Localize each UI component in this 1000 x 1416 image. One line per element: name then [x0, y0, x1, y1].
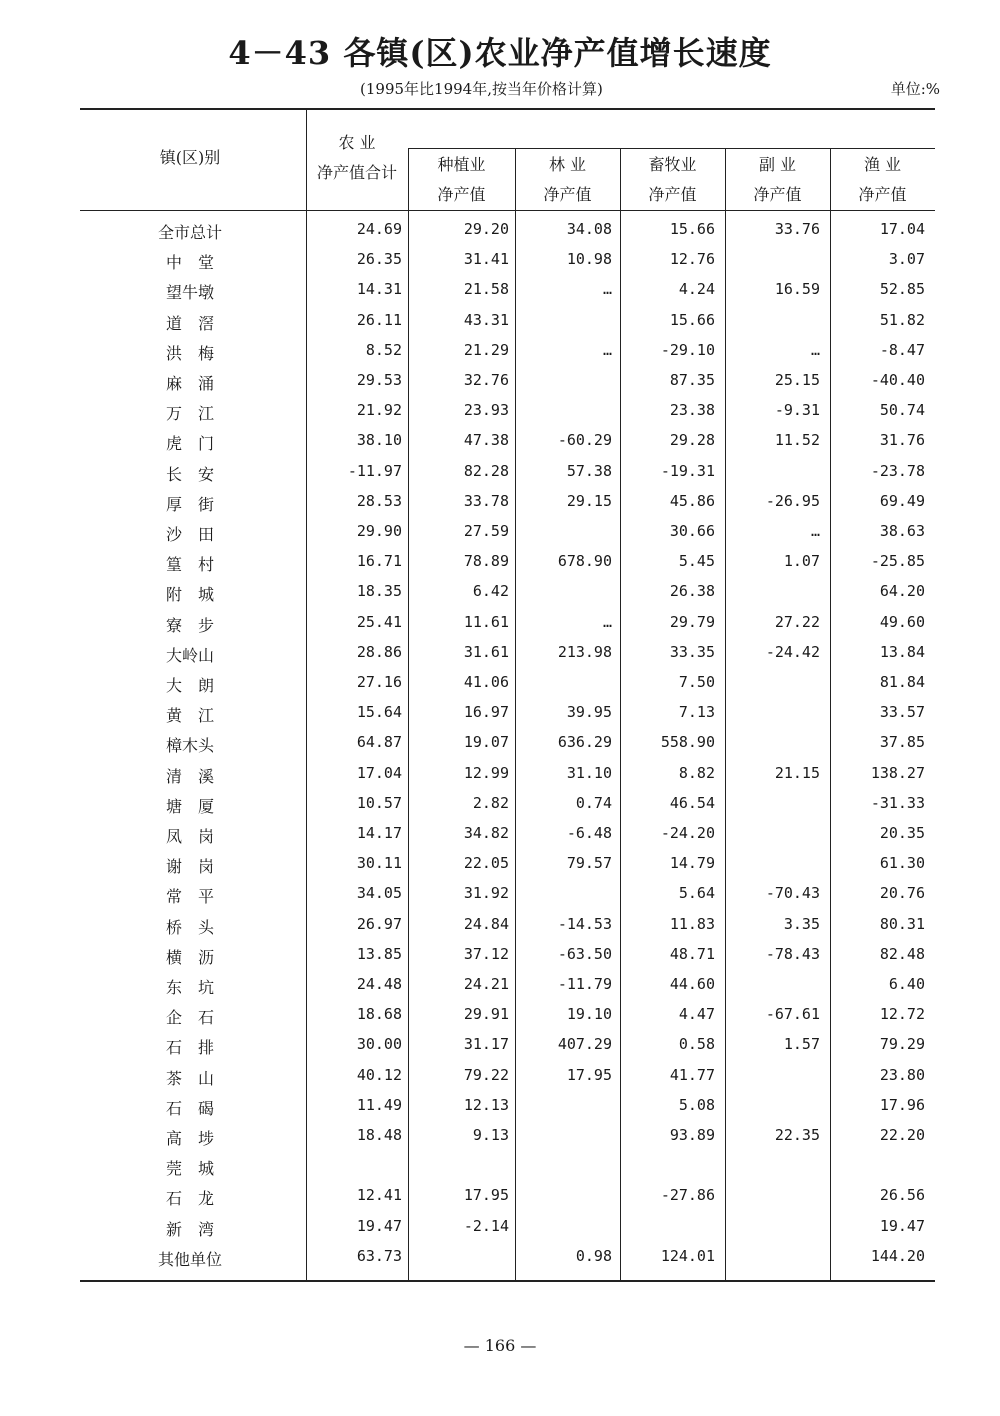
cell-fishery: -31.33: [870, 793, 925, 812]
cell-total: 14.17: [356, 824, 402, 842]
cell-livestock: 0.58: [678, 1035, 715, 1054]
cell-total: 38.10: [356, 431, 402, 450]
cell-fishery: 22.20: [879, 1126, 925, 1144]
row-town-name: 万 江: [165, 404, 214, 424]
col-rule-5: [725, 148, 726, 1281]
cell-total: 26.97: [356, 914, 402, 933]
cell-crop: 37.12: [463, 944, 509, 963]
cell-fishery: 80.31: [879, 914, 925, 933]
cell-total: 29.53: [356, 371, 402, 389]
cell-forestry: …: [602, 340, 612, 359]
cell-fishery: 26.56: [879, 1186, 925, 1205]
cell-livestock: 5.45: [678, 552, 715, 571]
cell-crop: 47.38: [463, 431, 509, 450]
cell-crop: 21.29: [463, 340, 509, 359]
row-town-name: 凤 岗: [165, 827, 214, 846]
header-crop-line1: 种植业: [437, 155, 486, 174]
cell-livestock: 15.66: [669, 220, 715, 238]
cell-forestry: 0.98: [575, 1246, 612, 1265]
col-rule-2: [408, 148, 409, 1281]
cell-fishery: 69.49: [879, 491, 925, 510]
cell-crop: 78.89: [463, 552, 509, 571]
cell-fishery: -25.85: [870, 552, 925, 571]
cell-livestock: 7.50: [678, 673, 715, 691]
cell-total: 30.11: [356, 854, 402, 873]
cell-livestock: 558.90: [660, 733, 715, 752]
cell-fishery: 81.84: [879, 673, 925, 691]
cell-fishery: 3.07: [888, 250, 925, 269]
cell-total: 11.49: [356, 1095, 402, 1114]
cell-fishery: 20.35: [879, 824, 925, 842]
row-town-name: 厚 街: [165, 494, 214, 514]
header-fishery-line2: 净产值: [858, 185, 907, 204]
row-town-name: 黄 江: [165, 706, 214, 726]
cell-fishery: 33.57: [879, 703, 925, 722]
row-town-name: 新 湾: [165, 1219, 214, 1239]
header-livestock-line1: 畜牧业: [648, 155, 697, 174]
row-town-name: 篁 村: [165, 555, 214, 575]
cell-crop: 82.28: [463, 461, 509, 480]
cell-total: 15.64: [356, 703, 402, 722]
cell-total: 10.57: [356, 793, 402, 812]
row-town-name: 附 城: [165, 585, 214, 605]
header-sideline-line2: 净产值: [753, 185, 802, 204]
cell-crop: -2.14: [463, 1216, 509, 1235]
cell-forestry: …: [602, 612, 612, 631]
cell-crop: 11.61: [463, 612, 509, 631]
row-town-name: 东 坑: [165, 978, 214, 997]
header-town: 镇(区)别: [159, 148, 221, 167]
cell-fishery: 144.20: [870, 1246, 925, 1265]
cell-livestock: 4.47: [678, 1005, 715, 1024]
cell-crop: 21.58: [463, 280, 509, 299]
cell-fishery: 51.82: [879, 310, 925, 329]
cell-fishery: 23.80: [879, 1065, 925, 1084]
cell-crop: 31.61: [463, 642, 509, 661]
cell-crop: 34.82: [463, 824, 509, 842]
cell-sideline: -9.31: [774, 401, 820, 420]
cell-sideline: 27.22: [774, 612, 820, 631]
cell-livestock: 124.01: [660, 1246, 715, 1265]
subtitle: (1995年比1994年,按当年价格计算): [360, 80, 603, 98]
cell-livestock: 14.79: [669, 854, 715, 873]
cell-fishery: 6.40: [888, 975, 925, 993]
row-town-name: 寮 步: [165, 615, 214, 635]
cell-livestock: 7.13: [678, 703, 715, 722]
cell-forestry: 57.38: [566, 461, 612, 480]
page-number: — 166 —: [463, 1336, 537, 1355]
row-town-name: 石 龙: [165, 1189, 214, 1209]
cell-sideline: 21.15: [774, 763, 820, 782]
cell-sideline: -70.43: [765, 884, 820, 903]
cell-sideline: 25.15: [774, 371, 820, 389]
row-town-name: 麻 涌: [165, 374, 214, 393]
cell-crop: 27.59: [463, 522, 509, 540]
cell-crop: 24.84: [463, 914, 509, 933]
cell-fishery: 17.96: [879, 1095, 925, 1114]
row-town-name: 谢 岗: [165, 857, 214, 877]
cell-livestock: -24.20: [660, 824, 715, 842]
cell-forestry: 407.29: [557, 1035, 612, 1054]
cell-fishery: 31.76: [879, 431, 925, 450]
cell-crop: 23.93: [463, 401, 509, 420]
cell-sideline: …: [810, 522, 820, 540]
cell-forestry: -60.29: [557, 431, 612, 450]
cell-crop: 6.42: [472, 582, 509, 601]
cell-forestry: 34.08: [566, 220, 612, 238]
col-rule-3: [515, 148, 516, 1281]
cell-crop: 31.92: [463, 884, 509, 903]
cell-crop: 9.13: [472, 1126, 509, 1144]
cell-fishery: -40.40: [870, 371, 925, 389]
cell-fishery: 49.60: [879, 612, 925, 631]
cell-forestry: 31.10: [566, 763, 612, 782]
cell-total: 13.85: [356, 944, 402, 963]
cell-fishery: 19.47: [879, 1216, 925, 1235]
cell-sideline: -26.95: [765, 491, 820, 510]
cell-sideline: 1.07: [783, 552, 820, 571]
cell-fishery: 12.72: [879, 1005, 925, 1024]
row-town-name: 石 排: [165, 1038, 214, 1058]
cell-crop: 12.99: [463, 763, 509, 782]
cell-sideline: 3.35: [783, 914, 820, 933]
cell-forestry: 17.95: [566, 1065, 612, 1084]
cell-total: 27.16: [356, 673, 402, 691]
header-subgroup-rule: [408, 148, 935, 149]
cell-forestry: 39.95: [566, 703, 612, 722]
row-town-name: 桥 头: [165, 917, 214, 937]
header-fishery-line1: 渔 业: [863, 155, 902, 174]
cell-livestock: 5.64: [678, 884, 715, 903]
cell-livestock: 8.82: [678, 763, 715, 782]
cell-forestry: -11.79: [557, 975, 612, 993]
cell-crop: 22.05: [463, 854, 509, 873]
cell-livestock: 93.89: [669, 1126, 715, 1144]
cell-total: 28.53: [356, 491, 402, 510]
cell-crop: 79.22: [463, 1065, 509, 1084]
header-total-line1: 农 业: [338, 133, 376, 152]
cell-livestock: 30.66: [669, 522, 715, 540]
cell-livestock: -29.10: [660, 340, 715, 359]
cell-livestock: 12.76: [669, 250, 715, 269]
cell-total: -11.97: [347, 461, 402, 480]
row-town-name: 沙 田: [165, 525, 214, 544]
cell-forestry: …: [602, 280, 612, 299]
unit-label: 单位:%: [890, 80, 940, 98]
header-livestock-line2: 净产值: [648, 185, 697, 204]
cell-forestry: 19.10: [566, 1005, 612, 1024]
row-town-name: 洪 梅: [165, 343, 214, 363]
cell-livestock: 4.24: [678, 280, 715, 299]
cell-crop: 17.95: [463, 1186, 509, 1205]
table-top-rule: [80, 108, 935, 110]
row-town-name: 中 堂: [165, 253, 214, 273]
cell-total: 16.71: [356, 552, 402, 571]
cell-total: 12.41: [356, 1186, 402, 1205]
cell-livestock: 26.38: [669, 582, 715, 601]
cell-total: 40.12: [356, 1065, 402, 1084]
cell-total: 18.68: [356, 1005, 402, 1024]
col-rule-6: [830, 148, 831, 1281]
row-town-name: 长 安: [165, 464, 214, 484]
cell-livestock: 33.35: [669, 642, 715, 661]
cell-total: 17.04: [356, 763, 402, 782]
cell-fishery: 52.85: [879, 280, 925, 299]
cell-forestry: 79.57: [566, 854, 612, 873]
cell-fishery: 79.29: [879, 1035, 925, 1054]
cell-crop: 31.41: [463, 250, 509, 269]
cell-fishery: 17.04: [879, 220, 925, 238]
cell-total: 34.05: [356, 884, 402, 903]
col-rule-4: [620, 148, 621, 1281]
cell-total: 28.86: [356, 642, 402, 661]
cell-total: 14.31: [356, 280, 402, 299]
table-bottom-rule: [80, 1280, 935, 1282]
row-town-name: 清 溪: [165, 766, 214, 786]
cell-fishery: 20.76: [879, 884, 925, 903]
cell-fishery: -8.47: [879, 340, 925, 359]
cell-fishery: 82.48: [879, 944, 925, 963]
col-rule-1: [306, 108, 307, 1281]
cell-total: 18.48: [356, 1126, 402, 1144]
cell-crop: 19.07: [463, 733, 509, 752]
cell-total: 64.87: [356, 733, 402, 752]
cell-forestry: 213.98: [557, 642, 612, 661]
cell-crop: 41.06: [463, 673, 509, 691]
row-town-name: 大岭山: [165, 645, 214, 665]
cell-crop: 31.17: [463, 1035, 509, 1054]
cell-forestry: -6.48: [566, 824, 612, 842]
row-town-name: 横 沥: [165, 947, 214, 967]
cell-crop: 16.97: [463, 703, 509, 722]
header-bottom-rule: [80, 210, 935, 211]
cell-forestry: 10.98: [566, 250, 612, 269]
row-town-name: 望牛墩: [165, 283, 214, 303]
cell-crop: 29.91: [463, 1005, 509, 1024]
cell-livestock: 46.54: [669, 793, 715, 812]
row-town-name: 道 滘: [165, 313, 214, 333]
cell-total: 26.11: [356, 310, 402, 329]
header-crop-line2: 净产值: [437, 185, 486, 204]
cell-total: 63.73: [356, 1246, 402, 1265]
row-town-name: 大 朗: [165, 676, 214, 695]
header-forestry-line2: 净产值: [543, 185, 592, 204]
cell-fishery: -23.78: [870, 461, 925, 480]
cell-total: 18.35: [356, 582, 402, 601]
cell-crop: 2.82: [472, 793, 509, 812]
cell-sideline: -78.43: [765, 944, 820, 963]
cell-forestry: -14.53: [557, 914, 612, 933]
cell-total: 30.00: [356, 1035, 402, 1054]
cell-crop: 43.31: [463, 310, 509, 329]
cell-total: 8.52: [365, 340, 402, 359]
cell-livestock: 23.38: [669, 401, 715, 420]
cell-crop: 32.76: [463, 371, 509, 389]
cell-sideline: 1.57: [783, 1035, 820, 1054]
cell-crop: 29.20: [463, 220, 509, 238]
cell-fishery: 50.74: [879, 401, 925, 420]
cell-livestock: -19.31: [660, 461, 715, 480]
header-forestry-line1: 林 业: [548, 155, 587, 174]
page-title: 4－43 各镇(区)农业净产值增长速度: [228, 34, 772, 72]
row-town-name: 茶 山: [165, 1068, 214, 1088]
cell-sideline: 22.35: [774, 1126, 820, 1144]
cell-sideline: 33.76: [774, 220, 820, 238]
cell-livestock: 87.35: [669, 371, 715, 389]
cell-forestry: -63.50: [557, 944, 612, 963]
cell-total: 19.47: [356, 1216, 402, 1235]
cell-forestry: 636.29: [557, 733, 612, 752]
cell-total: 29.90: [356, 522, 402, 540]
cell-livestock: 11.83: [669, 914, 715, 933]
row-town-name: 全市总计: [157, 223, 222, 242]
cell-crop: 33.78: [463, 491, 509, 510]
cell-fishery: 138.27: [870, 763, 925, 782]
cell-total: 24.69: [356, 220, 402, 238]
cell-total: 26.35: [356, 250, 402, 269]
cell-livestock: 44.60: [669, 975, 715, 993]
cell-livestock: 48.71: [669, 944, 715, 963]
cell-total: 24.48: [356, 975, 402, 993]
cell-crop: 12.13: [463, 1095, 509, 1114]
cell-livestock: -27.86: [660, 1186, 715, 1205]
row-town-name: 莞 城: [165, 1159, 214, 1179]
cell-livestock: 45.86: [669, 491, 715, 510]
row-town-name: 虎 门: [165, 434, 214, 454]
row-town-name: 常 平: [165, 887, 214, 907]
row-town-name: 樟木头: [165, 736, 214, 756]
cell-livestock: 41.77: [669, 1065, 715, 1084]
cell-livestock: 29.28: [669, 431, 715, 450]
cell-fishery: 38.63: [879, 522, 925, 540]
row-town-name: 高 埗: [165, 1129, 214, 1148]
row-town-name: 企 石: [165, 1008, 214, 1028]
cell-forestry: 29.15: [566, 491, 612, 510]
cell-sideline: 16.59: [774, 280, 820, 299]
cell-crop: 24.21: [463, 975, 509, 993]
cell-fishery: 64.20: [879, 582, 925, 601]
cell-sideline: -67.61: [765, 1005, 820, 1024]
row-town-name: 塘 厦: [165, 796, 214, 816]
cell-sideline: 11.52: [774, 431, 820, 450]
header-total-line2: 净产值合计: [316, 163, 397, 182]
cell-forestry: 0.74: [575, 793, 612, 812]
cell-fishery: 37.85: [879, 733, 925, 752]
row-town-name: 其他单位: [157, 1249, 222, 1269]
cell-sideline: …: [810, 340, 820, 359]
row-town-name: 石 碣: [165, 1098, 214, 1118]
header-sideline-line1: 副 业: [758, 155, 797, 174]
cell-livestock: 15.66: [669, 310, 715, 329]
cell-fishery: 13.84: [879, 642, 925, 661]
cell-forestry: 678.90: [557, 552, 612, 571]
cell-livestock: 5.08: [678, 1095, 715, 1114]
cell-total: 25.41: [356, 612, 402, 631]
cell-livestock: 29.79: [669, 612, 715, 631]
cell-total: 21.92: [356, 401, 402, 420]
cell-fishery: 61.30: [879, 854, 925, 873]
cell-sideline: -24.42: [765, 642, 820, 661]
